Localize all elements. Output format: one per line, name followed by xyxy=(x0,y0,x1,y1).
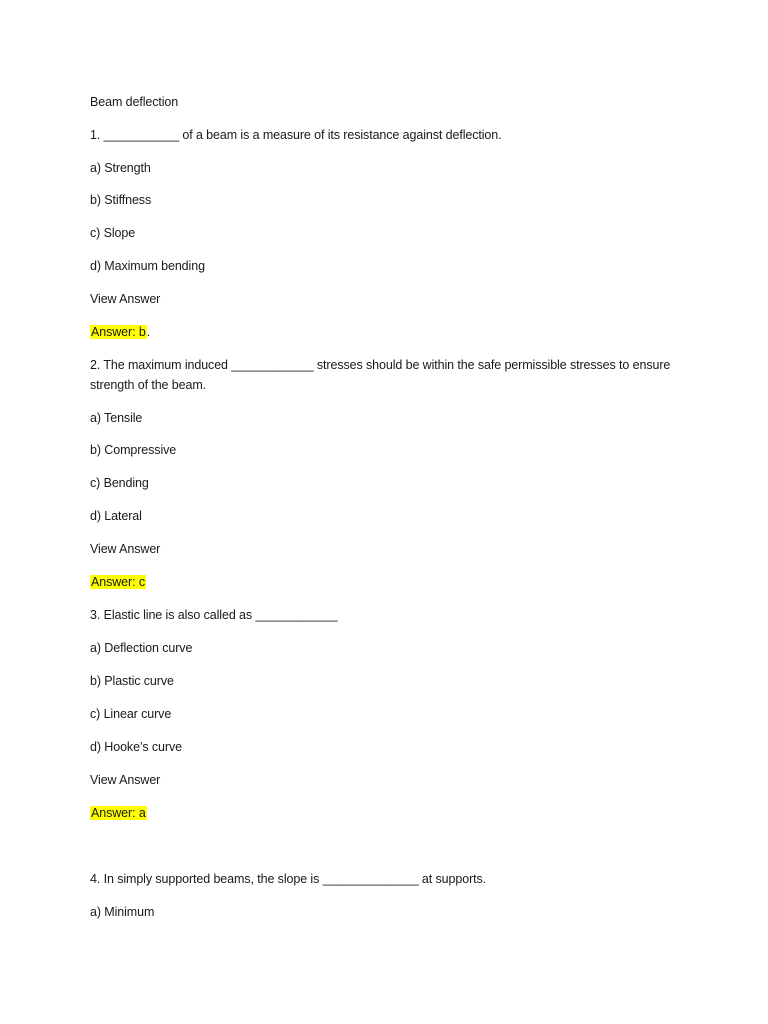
question-2-option-b: b) Compressive xyxy=(90,443,177,457)
document-title: Beam deflection xyxy=(90,95,179,109)
question-2-answer xyxy=(90,572,146,592)
question-2-answer-highlight: Answer: c xyxy=(91,575,145,589)
question-1-option-a: a) Strength xyxy=(90,161,151,175)
question-1-answer-suffix: . xyxy=(146,325,151,339)
question-4-option-a: a) Minimum xyxy=(90,905,155,919)
question-1-answer-highlight: Answer: b xyxy=(91,325,146,339)
question-2-text: 2. The maximum induced ____________ stresses should be within the safe permissible stresses to ensure strength of the beam. xyxy=(90,358,671,392)
question-1-option-b: b) Stiffness xyxy=(90,193,152,207)
question-1-view-answer: View Answer xyxy=(90,292,161,306)
question-3-option-b: b) Plastic curve xyxy=(90,674,174,688)
question-3-answer xyxy=(90,803,147,823)
question-3-option-a: a) Deflection curve xyxy=(90,641,193,655)
question-2-view-answer: View Answer xyxy=(90,542,161,556)
question-2-option-a: a) Tensile xyxy=(90,411,143,425)
question-2-option-d: d) Lateral xyxy=(90,509,142,523)
question-3-option-c: c) Linear curve xyxy=(90,707,172,721)
question-3-view-answer: View Answer xyxy=(90,773,161,787)
question-1-option-c: c) Slope xyxy=(90,226,136,240)
question-1-text: 1. ___________ of a beam is a measure of its resistance against deflection. xyxy=(90,128,502,142)
question-3-answer-highlight: Answer: a xyxy=(91,806,146,820)
question-3-option-d: d) Hooke’s curve xyxy=(90,740,182,754)
question-2-option-c: c) Bending xyxy=(90,476,149,490)
question-4-text: 4. In simply supported beams, the slope is ______________ at supports. xyxy=(90,872,487,886)
question-1-option-d: d) Maximum bending xyxy=(90,259,205,273)
question-3-text: 3. Elastic line is also called as ____________ xyxy=(90,608,338,622)
question-1-answer xyxy=(90,322,150,342)
